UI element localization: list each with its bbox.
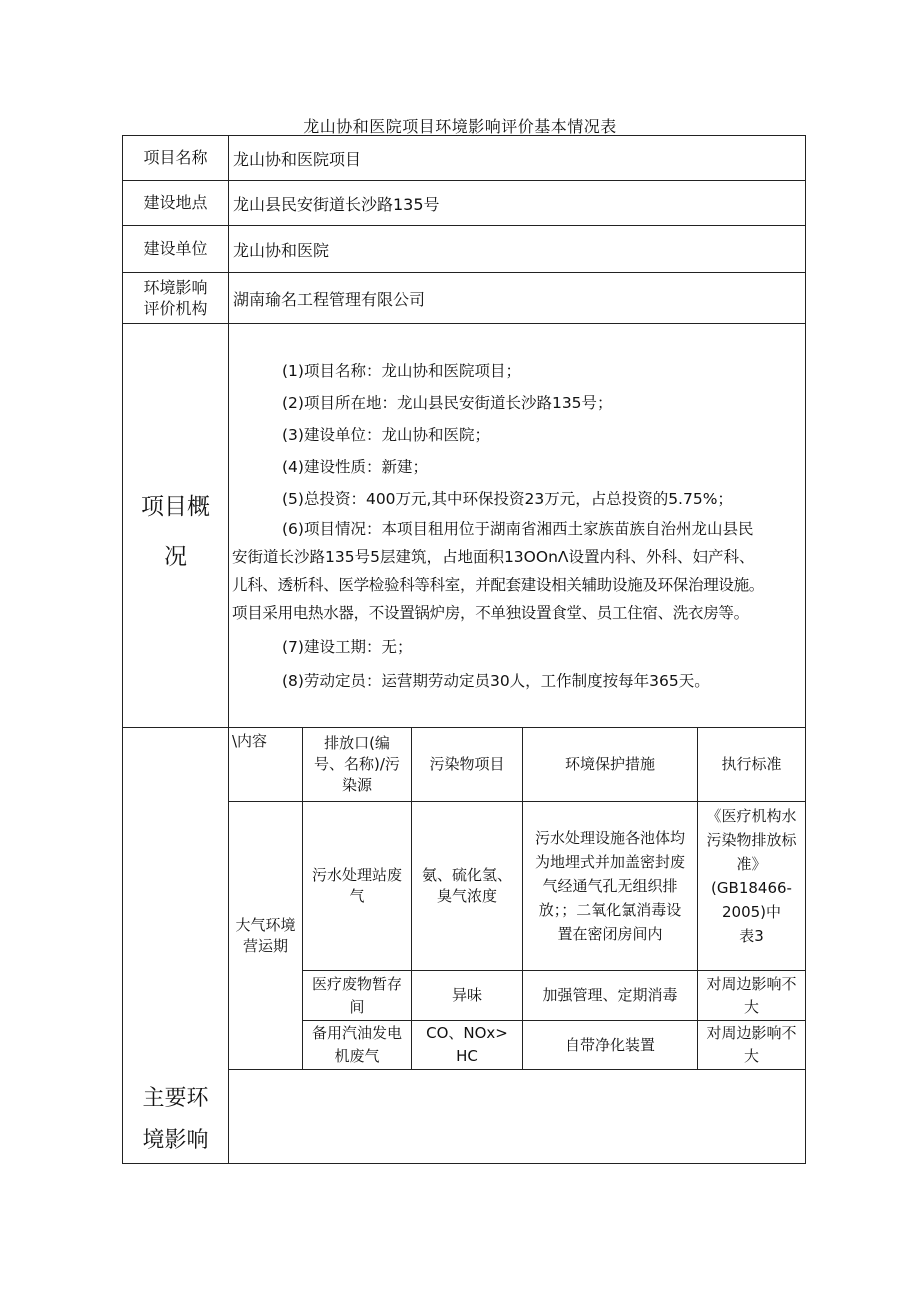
- row3-standard-line: 大: [743, 1047, 759, 1065]
- row2-standard: [698, 971, 805, 1020]
- category-line: 营运期: [242, 936, 288, 955]
- overview-item6-line: 儿科、透析科、医学检验科等科室，并配套建设相关辅助设施及环保治理设施。: [232, 576, 765, 594]
- location-label: 建设地点: [143, 193, 208, 212]
- row2-pollutant: 异味: [451, 986, 482, 1004]
- header-measures: 环境保护措施: [564, 755, 655, 773]
- row1-measures-line: 污水处理设施各池体均: [534, 829, 685, 847]
- overview-content: [232, 355, 804, 697]
- row2-source-line: 间: [349, 997, 365, 1016]
- header-source-line: 染源: [341, 776, 372, 794]
- project-name-value: 龙山协和医院项目: [233, 149, 362, 169]
- impact-label-line1: 主要环: [142, 1086, 209, 1111]
- row3-pollutant: [412, 1021, 522, 1069]
- overview-item: (1)项目名称：龙山协和医院项目；: [282, 362, 521, 380]
- row1-pollutant: [412, 802, 522, 970]
- overview-item: (2)项目所在地：龙山县民安街道长沙路135号；: [282, 394, 613, 412]
- row1-measures: [523, 802, 697, 970]
- row3-standard-line: 对周边影响不: [706, 1024, 797, 1042]
- row1-standard-line: 准》: [736, 855, 767, 873]
- page-title: 龙山协和医院项目环境影响评价基本情况表: [303, 117, 617, 136]
- overview-item: (4)建设性质：新建；: [282, 458, 428, 476]
- overview-label-line2: 况: [164, 544, 187, 570]
- row2-standard-line: 对周边影响不: [706, 974, 797, 993]
- overview-label-line1: 项目概: [141, 494, 210, 520]
- row3-source-line: 备用汽油发电: [311, 1024, 402, 1042]
- category-line: 大气环境: [235, 915, 296, 934]
- row3-standard: [698, 1021, 805, 1069]
- row2-standard-line: 大: [743, 997, 759, 1016]
- category-label: [229, 802, 302, 1069]
- row1-pollutant-line: 臭气浓度: [436, 887, 497, 905]
- row1-standard-line: 表3: [739, 927, 764, 945]
- row1-measures-line: 放；；二氧化氯消毒设: [538, 901, 682, 919]
- header-pollutant: 污染物项目: [429, 755, 505, 773]
- header-source-line: 排放口(编: [324, 734, 390, 752]
- overview-item: (7)建设工期：无；: [282, 638, 413, 656]
- agency-value: 湖南瑜名工程管理有限公司: [233, 289, 426, 309]
- overview-item6-line: 安街道长沙路135号5层建筑，占地面积13OOnΛ设置内科、外科、妇产科、: [232, 548, 755, 566]
- row1-measures-line: 为地埋式并加盖密封废: [534, 853, 685, 871]
- overview-item: (5)总投资：400万元,其中环保投资23万元，占总投资的5.75%；: [282, 490, 733, 508]
- location-value: 龙山县民安街道长沙路135号: [233, 194, 440, 214]
- row2-measures: 加强管理、定期消毒: [542, 986, 678, 1004]
- row1-standard-line: 《医疗机构水: [706, 807, 797, 825]
- row2-source: [303, 971, 411, 1020]
- row1-source-line: 气: [349, 887, 365, 905]
- row1-measures-line: 气经通气孔无组织排: [542, 877, 678, 895]
- row1-standard-line: 污染物排放标: [706, 831, 797, 849]
- row2-source-line: 医疗废物暂存: [311, 974, 402, 993]
- row3-measures: 自带净化装置: [564, 1035, 655, 1054]
- overview-item: (3)建设单位：龙山协和医院；: [282, 426, 490, 444]
- impact-label: [123, 1078, 228, 1162]
- header-standard: 执行标准: [721, 755, 782, 773]
- agency-label: [123, 273, 228, 323]
- row3-pollutant-line: HC: [456, 1047, 478, 1065]
- row3-source: [303, 1021, 411, 1069]
- header-source-line: 号、名称)/污: [314, 755, 400, 773]
- agency-label-line1: 环境影响: [143, 278, 208, 297]
- project-name-label: 项目名称: [143, 148, 208, 167]
- row1-standard-line: 2005)中: [721, 903, 782, 921]
- header-source: [303, 728, 411, 801]
- overview-item6-line: (6)项目情况：本项目租用位于湖南省湘西土家族苗族自治州龙山县民: [282, 520, 754, 538]
- overview-item6-line: 项目采用电热水器，不设置锅炉房，不单独设置食堂、员工住宿、洗衣房等。: [232, 604, 749, 622]
- header-content: \内容: [232, 732, 268, 750]
- row1-standard: [698, 802, 805, 970]
- unit-value: 龙山协和医院: [233, 240, 330, 260]
- overview-item: (8)劳动定员：运营期劳动定员30人，工作制度按每年365天。: [282, 672, 710, 690]
- impact-label-line2: 境影响: [142, 1128, 209, 1153]
- unit-label: 建设单位: [143, 239, 208, 258]
- row1-pollutant-line: 氨、硫化氢、: [421, 866, 512, 884]
- row3-source-line: 机废气: [334, 1047, 380, 1065]
- row1-source-line: 污水处理站废: [311, 866, 402, 884]
- overview-label: [123, 482, 228, 582]
- row1-measures-line: 置在密闭房间内: [557, 925, 663, 943]
- row3-pollutant-line: CO、NOx>: [426, 1024, 508, 1042]
- row1-standard-line: (GB18466-: [711, 879, 792, 897]
- agency-label-line2: 评价机构: [143, 299, 208, 318]
- row1-source: [303, 802, 411, 970]
